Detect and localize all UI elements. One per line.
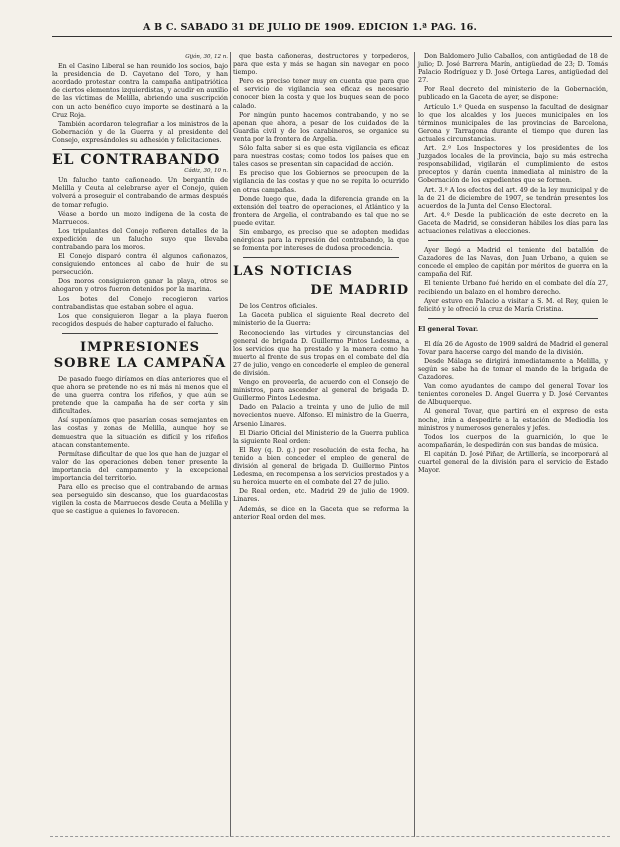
paragraph: Es preciso que los Gobiernos se preocupen de la vigilancia de las costas y que no se repita lo ocurrido en otras campañas. [233, 169, 409, 194]
paragraph: Así suponíamos que pasarían cosas semejantes en las costas y zonas de Melilla, aunque hoy se demuestra que la situación es difícil y los rifeños atacan constantemente. [52, 416, 228, 449]
separator [62, 149, 218, 150]
paragraph: Donde luego que, dada la diferencia grande en la extensión del teatro de operaciones, el Atlántico y la frontera de Argelia, el contrabando es tal que no se puede evitar. [233, 194, 409, 227]
paragraph: Don Baldomero Julio Caballos, con antigüedad de 18 de julio; D. José Barrera Marín, antigüedad de 23; D. Tomás Palacio Rodríguez y D. José Ortega Lares, antigüedad del 27. [418, 52, 608, 85]
page-header: A B C. SABADO 31 DE JULIO DE 1909. EDICION 1.ª PAG. 16. [143, 22, 477, 33]
paragraph: Van como ayudantes de campo del general Tovar los tenientes coroneles D. Angel Guerra y D. José Cervantes de Albuquerque. [418, 382, 608, 407]
paragraph: Un falucho tanto cañoneado. Un bergantín de Melilla y Ceuta al celebrarse ayer el Conejo, quien volverá a proseguir el contrabando de armas después de tomar refugio. [52, 176, 228, 209]
paragraph: De pasado fuego diríamos en días anteriores que el que ahora se pretende no es ni más ni menos que el de una guerra contra los rifeños, y que aún se pretende que la campaña ha de ser corta y sin dificultades. [52, 374, 228, 416]
paragraph: El día 26 de Agosto de 1909 saldrá de Madrid el general Tovar para hacerse cargo del mando de la división. [418, 339, 608, 356]
section-title-contrabando: EL CONTRABANDO [52, 152, 221, 169]
paragraph: El Rey (q. D. g.) por resolución de esta fecha, ha tenido a bien conceder el empleo de general de división al general de brigada D. Guillermo Pintos Ledesma, en recompensa a los servicios prestados y a su heroica muerte en el combate del 27 de julio. [233, 445, 409, 487]
paragraph: Además, se dice en la Gaceta que se reforma la anterior Real orden del mes. [233, 504, 409, 521]
paragraph: Ayer llegó a Madrid el teniente del batallón de Cazadores de las Navas, don Juan Urbano, a quien se concede el empleo de capitán por méritos de guerra en la campaña del Rif. [418, 246, 608, 279]
paragraph: El teniente Urbano fué herido en el combate del día 27, recibiendo un balazo en el hombro derecho. [418, 279, 608, 296]
section-title-noticias: LAS NOTICIAS [233, 264, 354, 280]
paragraph: Los tripulantes del Conejo refieren detalles de la expedición de un falucho suyo que llevaba contrabando para los moros. [52, 226, 228, 251]
paragraph: De los Centros oficiales. [239, 302, 318, 311]
section-title-impresiones: IMPRESIONES SOBRE LA CAMPAÑA [53, 339, 227, 371]
paragraph: Por Real decreto del ministerio de la Gobernación, publicado en la Gaceta de ayer, se dispone: [418, 85, 608, 102]
paragraph: Por ningún punto hacemos contrabando, y no se apenan que ahora, a pesar de los cuidados de la Guardia civil y de los carabineros, se organice su venta por la frontera de Argelia. [233, 110, 409, 143]
footer-rule [50, 836, 610, 837]
paragraph: También acordaron telegrafiar a los ministros de la Gobernación y de la Guerra y al presidente del Consejo, expresándoles su adhesión y felicitaciones. [52, 119, 228, 144]
separator [428, 240, 598, 241]
paragraph: que basta cañoneras, destructores y torpederos, para que esta y más se hagan sin navegar en poco tiempo. [233, 52, 409, 77]
column-1 [52, 52, 228, 517]
paragraph: Dos moros consiguieron ganar la playa, otros se ahogaron y otros fueron detenidos por la marina. [52, 277, 228, 294]
paragraph: Vengo en proveerla, de acuerdo con el Consejo de ministros, para ascender al general de brigada D. Guillermo Pintos Ledesma. [233, 378, 409, 403]
paragraph: Sólo falta saber si es que esta vigilancia es eficaz para nuestras costas; como todos los países que en tales casos se presentan sin capacidad de acción. [233, 144, 409, 169]
column-2 [233, 52, 409, 522]
paragraph: El Conejo disparó contra él algunos cañonazos, consiguiendo entonces al cabo de huir de su persecución. [52, 252, 228, 277]
separator [243, 257, 399, 258]
paragraph: Pero es preciso tener muy en cuenta que para que el servicio de vigilancia sea eficaz es necesario conocer bien la costa y que los buques sean de poco calado. [233, 77, 409, 110]
paragraph: Todos los cuerpos de la guarnición, lo que le acompañarán, le despedirán con sus bandas de música. [418, 432, 608, 449]
paragraph: Véase a bordo un mozo indígena de la costa de Marruecos. [52, 209, 228, 226]
paragraph: Al general Tovar, que partirá en el expreso de esta noche, irán a despedirle a la estación de Mediodía los ministros y numerosos generales y jefes. [418, 407, 608, 432]
paragraph: Para ello es preciso que el contrabando de armas sea perseguido sin descanso, que los guardacostas vigilen la costa de Marruecos desde Ceuta a Melilla y que se castigue a quienes lo favorecen. [52, 483, 228, 516]
dateline: Cádiz, 30, 10 n. [184, 168, 228, 175]
header-rule [52, 36, 612, 37]
paragraph: Permítase dificultar de que los que han de juzgar el valor de las operaciones deben tener presente la importancia del campamento y la excepcional importancia del territorio. [52, 449, 228, 483]
paragraph: El capitán D. José Piñar, de Artillería, se incorporará al cuartel general de la división para el servicio de Estado Mayor. [418, 449, 608, 475]
paragraph: Los que consiguieron llegar a la playa fueron recogidos después de haber capturado el falucho. [52, 311, 228, 328]
paragraph: Desde Málaga se dirigirá inmediatamente a Melilla, y según se sabe ha de tomar el mando de la brigada de Cazadores. [418, 356, 608, 382]
paragraph: Sin embargo, es preciso que se adopten medidas enérgicas para la represión del contrabando, la que se fomenta por intereses de dudosa procedencia. [233, 227, 409, 253]
subheading-tovar: El general Tovar. [418, 325, 479, 334]
dateline: Gijón, 30, 12 n. [185, 54, 228, 60]
separator [428, 318, 598, 319]
paragraph: Art. 4.º Desde la publicación de este decreto en la Gaceta de Madrid, se consideran hábiles los días para las actuaciones relativas a elecciones. [418, 210, 608, 235]
paragraph: Dado en Palacio a treinta y uno de julio de mil novecientos nueve. Alfonso. El ministro de la Guerra, Arsenio Linares. [233, 403, 409, 428]
paragraph: Ayer estuvo en Palacio a visitar a S. M. el Rey, quien le felicitó y le ofreció la cruz de María Cristina. [418, 296, 608, 313]
separator [62, 333, 218, 334]
column-divider-2 [414, 52, 415, 837]
paragraph: Art. 3.º A los efectos del art. 49 de la ley municipal y de la de 21 de diciembre de 1907, se tendrán presentes los acuerdos de la Junta del Censo Electoral. [418, 185, 608, 210]
section-title-madrid: DE MADRID [310, 283, 409, 299]
column-3 [418, 52, 608, 475]
paragraph: La Gaceta publica el siguiente Real decreto del ministerio de la Guerra: [233, 311, 409, 328]
paragraph: Los botes del Conejo recogieron varios contrabandistas que estaban sobre el agua. [52, 294, 228, 311]
paragraph: De Real orden, etc. Madrid 29 de julio de 1909. Linares. [233, 487, 409, 504]
paragraph: El Diario Oficial del Ministerio de la Guerra publica la siguiente Real orden: [233, 428, 409, 445]
paragraph: En el Casino Liberal se han reunido los socios, bajo la presidencia de D. Cayetano del Toro, y han acordado protestar contra la campaña antipatriótica de ciertos elementos izquierdistas, y acudir en auxilio de las víctimas de Melilla, abriendo una suscripción con un acto benéfico cuyo importe se destinará a la Cruz Roja. [52, 62, 228, 119]
paragraph: Reconociendo las virtudes y circunstancias del general de brigada D. Guillermo Pintos Ledesma, a los servicios que ha prestado y la manera como ha muerto al frente de sus tropas en el combate del día 27 de julio, vengo en concederle el empleo de general de división. [233, 328, 409, 377]
paragraph: Artículo 1.º Queda en suspenso la facultad de designar lo que los alcaldes y los jueces municipales en los términos municipales de las provincias de Barcelona, Gerona y Tarragona durante el tiempo que duren las actuales circunstancias. [418, 102, 608, 143]
column-divider-1 [230, 52, 231, 837]
paragraph: Art. 2.º Los Inspectores y los presidentes de los Juzgados locales de la provincia, bajo su más estrecha responsabilidad, vigilarán el cumplimiento de estos preceptos y darán cuenta inmediata al ministro de la Gobernación de los expedientes que se formen. [418, 144, 608, 185]
